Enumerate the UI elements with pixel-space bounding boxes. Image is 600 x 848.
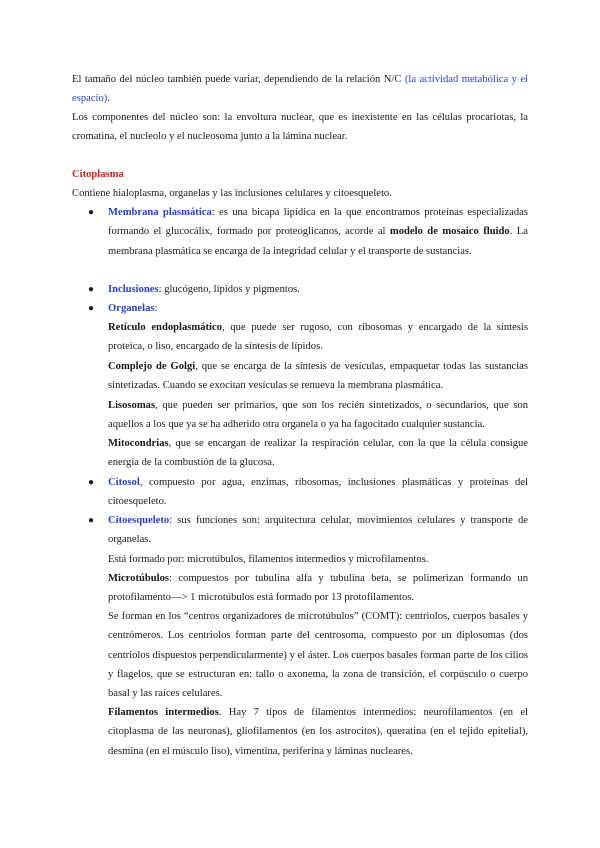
list-item-citosol: Citosol, compuesto por agua, enzimas, ribosomas, inclusiones plasmáticas y proteínas del citoesqueleto. <box>108 477 528 508</box>
list-item-citoesqueleto: Citoesqueleto: sus funciones son: arquitectura celular, movimientos celulares y transporte de organelas. <box>108 515 528 546</box>
nc-relation-link[interactable]: (la actividad metabólica y el espacio) <box>72 74 528 105</box>
bullet-icon: ● <box>88 207 95 218</box>
bullet-icon: ● <box>88 477 95 488</box>
organela-golgi: Complejo de Golgi, que se encarga de la síntesis de vesículas, empaquetar todas las sustancias sintetizadas. Cuando se exocitan vesículas se renueva la membrana plasmática. <box>108 361 528 392</box>
citoesqueleto-formado: Está formado por: microtúbulos, filamentos intermedios y microfilamentos. <box>108 554 429 565</box>
organela-lisosomas: Lisosomas, que pueden ser primarios, que son los recién sintetizados, o secundarios, que son aquellos a los que ya se ha adherido otra organela o ya ha fagocitado cualquier sustancia. <box>108 400 528 431</box>
term-membrana: Membrana plasmática <box>108 207 212 218</box>
bullet-icon: ● <box>88 515 95 526</box>
bullet-icon: ● <box>88 303 95 314</box>
organela-reticulo: Retículo endoplasmático, que puede ser rugoso, con ribosomas y encargado de la síntesis proteica, o liso, encargado de la síntesis de lípidos. <box>108 322 528 353</box>
paragraph-nucleus-size: El tamaño del núcleo también puede variar, dependiendo de la relación N/C (la actividad metabólica y el espacio). <box>72 74 528 105</box>
list-item-membrana: Membrana plasmática: es una bicapa lipídica en la que encontramos proteínas especializadas formando el glucocálix, formado por proteoglicanos, acorde al modelo de mosaico fluido. La membrana plasmática se encarga de la integridad celular y el transporte de sustancias. <box>108 207 528 257</box>
section-heading-citoplasma: Citoplasma <box>72 169 124 180</box>
paragraph-citoplasma-intro: Contiene hialoplasma, organelas y las inclusiones celulares y citoesqueleto. <box>72 188 392 199</box>
bullet-icon: ● <box>88 284 95 295</box>
paragraph-microtubulos: Microtúbulos: compuestos por tubulina alfa y tubulina beta, se polimerizan formando un protofilamento—> 1 microtúbulos está formado por 13 protofilamentos. <box>108 573 528 604</box>
paragraph-filamentos: Filamentos intermedios. Hay 7 tipos de filamentos intermedios: neurofilamentos (en el citoplasma de las neuronas), gliofilamentos (en los astrocitos), queratina (en el tejido epitelial), desmina (en el músculo liso), vimentina, periferina y láminas nucleares. <box>108 707 528 757</box>
organela-mitocondrias: Mitocondrias, que se encargan de realizar la respiración celular, con la que la célula consigue energía de la combustión de la glucosa. <box>108 438 528 469</box>
list-item-organelas: Organelas: <box>108 303 158 314</box>
list-item-inclusiones: Inclusiones: glucógeno, lípidos y pigmentos. <box>108 284 300 295</box>
paragraph-comt: Se forman en los “centros organizadores de microtúbulos” (COMT): centriolos, cuerpos basales y centrómeros. Los centriolos forman parte del centrosoma, compuesto por un diplosomas (dos centriolos dispuestos perpendicularmente) y el áster. Los cuerpos basales forman parte de los cilios y flagelos, que se estructuran en: tallo o axonema, la zona de transición, el corpúsculo o cuerpo basal y las raíces celulares. <box>108 611 528 700</box>
paragraph-nucleus-components: Los componentes del núcleo son: la envoltura nuclear, que es inexistente en las células procariotas, la cromatina, el nucleolo y el nucleosoma junto a la lámina nuclear. <box>72 112 528 143</box>
